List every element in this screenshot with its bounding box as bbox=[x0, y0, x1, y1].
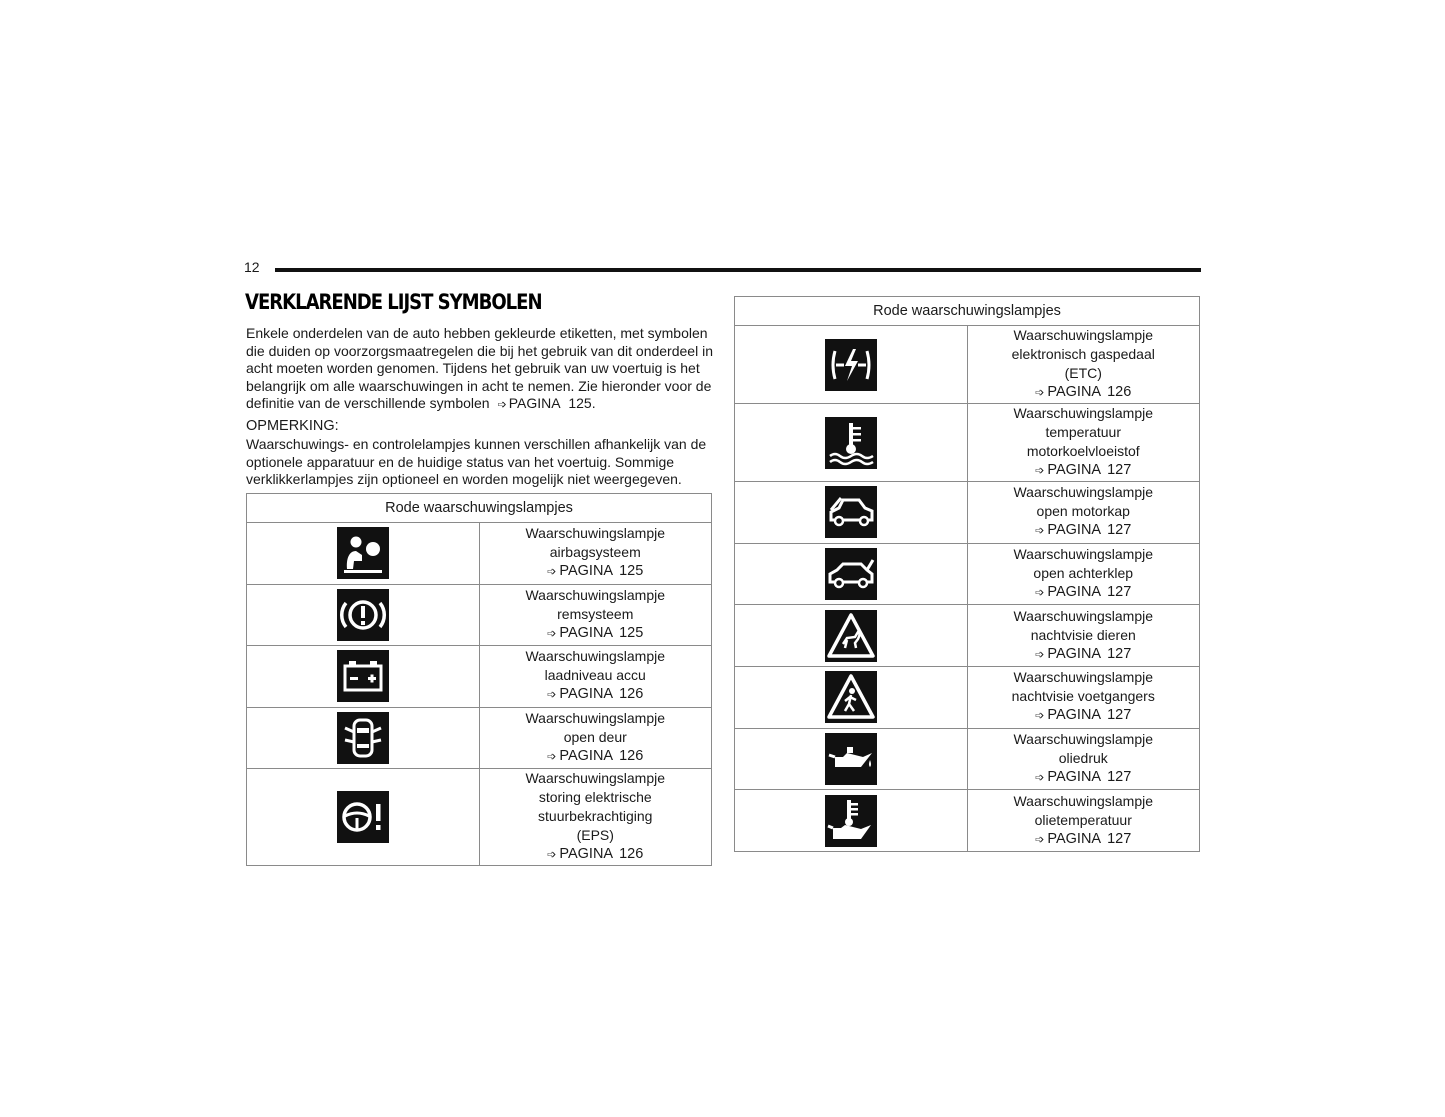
intro-ref-label: PAGINA bbox=[508, 395, 561, 411]
table-row bbox=[735, 790, 1200, 852]
table-row bbox=[247, 584, 712, 646]
page-reference-label: PAGINA bbox=[1047, 384, 1102, 400]
page-reference bbox=[968, 706, 1200, 726]
row-label: Waarschuwingslampje laadniveau accu bbox=[525, 648, 666, 684]
table-row bbox=[735, 543, 1200, 605]
row-label: Waarschuwingslampje airbagsysteem bbox=[525, 525, 666, 561]
page-reference bbox=[968, 583, 1200, 603]
table-row bbox=[735, 326, 1200, 404]
page-reference-arrow-icon: ➩ bbox=[547, 627, 557, 640]
page-reference-number: 125 bbox=[619, 563, 644, 580]
row-label: Waarschuwingslampje storing elektrische stuurbekrachtiging (EPS) bbox=[525, 770, 666, 843]
table-header: Rode waarschuwingslampjes bbox=[735, 297, 1200, 326]
left-warning-table bbox=[246, 493, 712, 866]
oil-temperature-icon bbox=[825, 795, 877, 847]
page-reference-label: PAGINA bbox=[1047, 462, 1102, 478]
row-label: Waarschuwingslampje open achterklep bbox=[1013, 546, 1154, 582]
page-reference-number: 126 bbox=[619, 846, 644, 862]
page-reference-number: 126 bbox=[619, 747, 644, 764]
page-reference-arrow-icon: ➩ bbox=[1035, 465, 1045, 477]
row-label: Waarschuwingslampje temperatuur motorkoelvloeistof bbox=[1013, 405, 1154, 459]
coolant-temperature-icon bbox=[825, 417, 877, 469]
row-label: Waarschuwingslampje oliedruk bbox=[1013, 731, 1154, 767]
page-reference bbox=[480, 845, 712, 865]
table-row bbox=[735, 605, 1200, 667]
oil-pressure-icon bbox=[825, 733, 877, 785]
page-reference-arrow-icon: ➩ bbox=[547, 689, 557, 702]
liftgate-open-icon bbox=[825, 548, 877, 600]
page-reference-number: 126 bbox=[1107, 384, 1132, 400]
table-row bbox=[247, 523, 712, 585]
page-title: VERKLARENDE LIJST SYMBOLEN bbox=[245, 290, 542, 314]
right-warning-table bbox=[734, 296, 1200, 852]
hood-open-icon bbox=[825, 486, 877, 538]
table-row bbox=[735, 482, 1200, 544]
page-reference-label: PAGINA bbox=[1047, 769, 1102, 786]
table-row bbox=[247, 646, 712, 708]
row-label: Waarschuwingslampje nachtvisie voetgangers bbox=[1011, 669, 1155, 705]
page-reference-label: PAGINA bbox=[559, 686, 614, 703]
brake-icon bbox=[337, 589, 389, 641]
page-reference-arrow-icon: ➩ bbox=[1035, 525, 1045, 538]
page-reference-label: PAGINA bbox=[1047, 645, 1102, 662]
page-reference bbox=[968, 383, 1200, 403]
page-reference-label: PAGINA bbox=[559, 747, 614, 764]
page-reference-number: 127 bbox=[1107, 522, 1132, 539]
page-reference bbox=[480, 562, 712, 582]
page-number: 12 bbox=[244, 259, 260, 275]
page-reference bbox=[968, 521, 1200, 541]
page-reference-arrow-icon: ➩ bbox=[1035, 648, 1045, 661]
page-reference-label: PAGINA bbox=[1047, 830, 1102, 847]
page-reference bbox=[968, 768, 1200, 788]
battery-icon bbox=[337, 650, 389, 702]
row-label: Waarschuwingslampje open motorkap bbox=[1013, 484, 1154, 520]
intro-paragraph bbox=[246, 325, 716, 415]
eps-steering-icon bbox=[337, 791, 389, 843]
row-label: Waarschuwingslampje elektronisch gaspedaal (ETC) bbox=[1011, 327, 1155, 381]
table-row bbox=[247, 769, 712, 866]
page-reference-number: 127 bbox=[1107, 645, 1132, 662]
page-reference bbox=[968, 645, 1200, 665]
row-label: Waarschuwingslampje olietemperatuur bbox=[1013, 792, 1154, 828]
page-reference-arrow-icon: ➩ bbox=[1035, 587, 1045, 600]
page-reference-label: PAGINA bbox=[559, 624, 614, 641]
page-reference-arrow-icon: ➩ bbox=[547, 750, 557, 763]
note-text: Waarschuwings- en controlelampjes kunnen verschillen afhankelijk van de optionele apparatuur en de huidige status van het voertuig. Sommige verklikkerlampjes zijn optioneel en worden mogelijk niet weergegeven. bbox=[246, 436, 707, 487]
note-heading: OPMERKING: bbox=[246, 418, 339, 434]
page-reference bbox=[480, 747, 712, 767]
night-vision-pedestrian-icon bbox=[825, 671, 877, 723]
page-reference-arrow-icon: ➩ bbox=[1035, 387, 1045, 399]
table-header: Rode waarschuwingslampjes bbox=[247, 494, 712, 523]
page-reference-number: 127 bbox=[1107, 462, 1132, 478]
page-reference-arrow-icon: ➩ bbox=[1035, 710, 1045, 723]
page-reference-label: PAGINA bbox=[1047, 584, 1102, 601]
page-reference-number: 125 bbox=[619, 624, 644, 641]
table-row bbox=[735, 728, 1200, 790]
table-row bbox=[247, 707, 712, 769]
page-reference-arrow-icon: ➩ bbox=[497, 399, 507, 411]
door-open-icon bbox=[337, 712, 389, 764]
row-label: Waarschuwingslampje nachtvisie dieren bbox=[1013, 607, 1154, 643]
page-reference-arrow-icon: ➩ bbox=[1035, 833, 1045, 846]
page-reference-label: PAGINA bbox=[559, 563, 614, 580]
page-reference-arrow-icon: ➩ bbox=[547, 566, 557, 579]
intro-text: Enkele onderdelen van de auto hebben gekleurde etiketten, met symbolen die duiden op voorzorgsmaatregelen die bij het gebruik van dit onderdeel in acht moeten worden genomen. Tijdens het gebruik van uw voertuig is het belangrijk om alle waarschuwingen in acht te nemen. Zie hieronder voor de definitie van de verschillende symbolen bbox=[246, 325, 713, 411]
page-reference-arrow-icon: ➩ bbox=[1035, 772, 1045, 785]
header-rule bbox=[275, 268, 1201, 272]
row-label: Waarschuwingslampje open deur bbox=[525, 709, 666, 745]
row-label: Waarschuwingslampje remsysteem bbox=[525, 586, 666, 622]
page-reference-number: 127 bbox=[1107, 707, 1132, 724]
page-reference-number: 127 bbox=[1107, 830, 1132, 847]
page-reference bbox=[968, 830, 1200, 850]
page-reference bbox=[968, 461, 1200, 481]
page-reference-label: PAGINA bbox=[559, 846, 614, 862]
page-reference-number: 127 bbox=[1107, 769, 1132, 786]
page-reference-label: PAGINA bbox=[1047, 522, 1102, 539]
intro-ref-page: 125. bbox=[568, 395, 596, 411]
night-vision-animal-icon bbox=[825, 610, 877, 662]
table-row bbox=[735, 667, 1200, 729]
airbag-icon bbox=[337, 527, 389, 579]
page-reference-label: PAGINA bbox=[1047, 707, 1102, 724]
page-reference-arrow-icon: ➩ bbox=[547, 849, 557, 861]
page-reference bbox=[480, 685, 712, 705]
page-reference-number: 126 bbox=[619, 686, 644, 703]
page-reference-number: 127 bbox=[1107, 584, 1132, 601]
page-reference bbox=[480, 624, 712, 644]
etc-throttle-icon bbox=[825, 339, 877, 391]
table-row bbox=[735, 404, 1200, 482]
